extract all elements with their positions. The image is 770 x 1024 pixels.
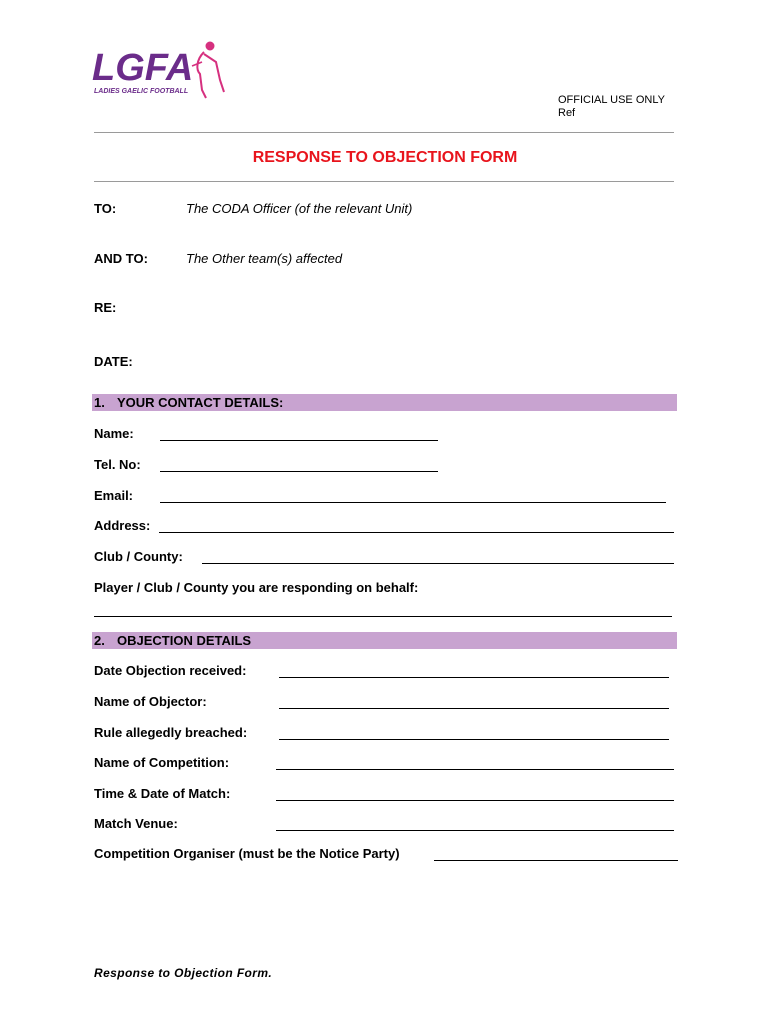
objector-label: Name of Objector: [94, 694, 207, 709]
date-label: DATE: [94, 354, 133, 369]
club-county-field[interactable] [202, 563, 674, 564]
venue-label: Match Venue: [94, 816, 178, 831]
re-label: RE: [94, 300, 117, 315]
venue-field[interactable] [276, 830, 674, 831]
behalf-label: Player / Club / County you are responding on behalf: [94, 580, 419, 595]
address-field[interactable] [159, 532, 674, 533]
name-label: Name: [94, 426, 134, 441]
address-label: Address: [94, 518, 151, 533]
form-title: RESPONSE TO OBJECTION FORM [252, 149, 518, 166]
and-to-value: The Other team(s) affected [186, 251, 343, 266]
and-to-label: AND TO: [94, 251, 148, 266]
organiser-label: Competition Organiser (must be the Notice Party) [94, 846, 400, 861]
divider [94, 181, 674, 182]
name-field[interactable] [160, 440, 438, 441]
date-received-label: Date Objection received: [94, 663, 247, 678]
tel-field[interactable] [160, 471, 438, 472]
time-date-label: Time & Date of Match: [94, 786, 231, 801]
official-use-label: OFFICIAL USE ONLY [558, 94, 665, 106]
divider [94, 132, 674, 133]
section-number: 2. [94, 633, 105, 648]
section-number: 1. [94, 395, 105, 410]
to-value: The CODA Officer (of the relevant Unit) [186, 201, 413, 216]
section-title: OBJECTION DETAILS [117, 633, 252, 648]
logo-tagline: LADIES GAELIC FOOTBALL [94, 88, 189, 95]
rule-field[interactable] [279, 739, 669, 740]
objector-field[interactable] [279, 708, 669, 709]
email-field[interactable] [160, 502, 666, 503]
player-silhouette-icon [192, 42, 224, 98]
section-objection-details-header [92, 632, 677, 649]
competition-field[interactable] [276, 769, 674, 770]
competition-label: Name of Competition: [94, 755, 230, 770]
section-contact-details-header [92, 394, 677, 411]
section-title: YOUR CONTACT DETAILS: [117, 395, 284, 410]
official-use-box [558, 94, 665, 120]
behalf-field[interactable] [94, 616, 672, 617]
ref-label: Ref [558, 107, 576, 119]
rule-label: Rule allegedly breached: [94, 725, 248, 740]
time-date-field[interactable] [276, 800, 674, 801]
to-label: TO: [94, 201, 117, 216]
date-received-field[interactable] [279, 677, 669, 678]
club-county-label: Club / County: [94, 549, 183, 564]
lgfa-logo [92, 40, 227, 102]
footer-text: Response to Objection Form. [94, 966, 273, 980]
logo-text: LGFA [92, 47, 194, 89]
organiser-field[interactable] [434, 860, 678, 861]
email-label: Email: [94, 488, 134, 503]
tel-label: Tel. No: [94, 457, 141, 472]
